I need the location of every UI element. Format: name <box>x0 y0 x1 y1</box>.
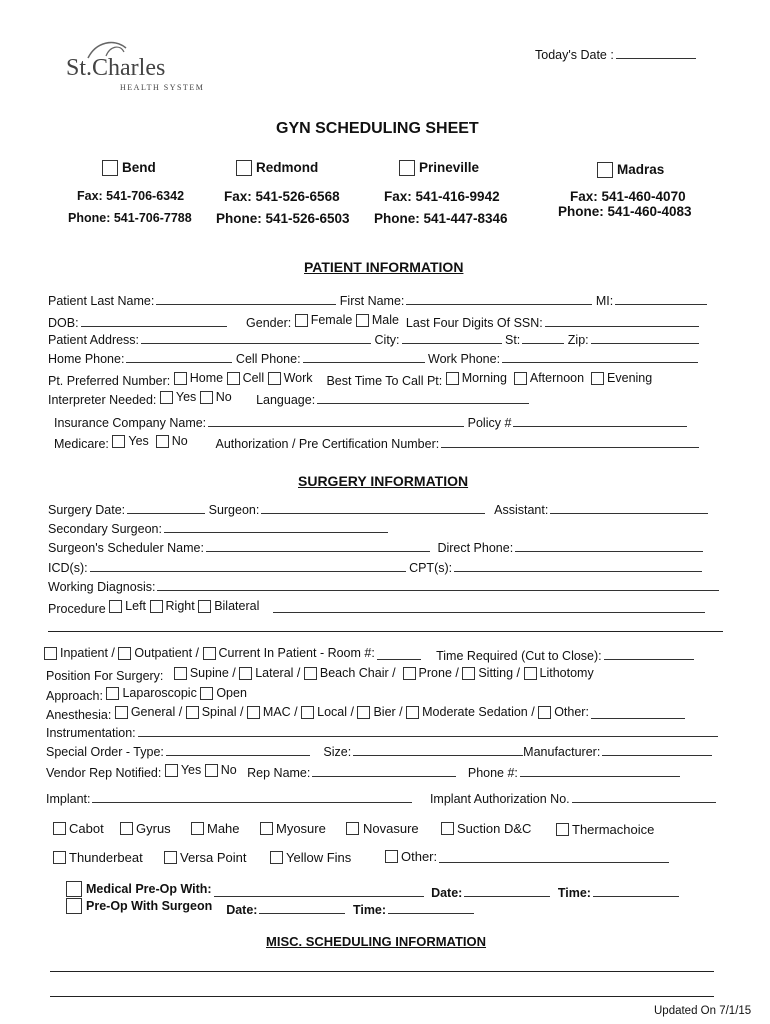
thunderbeat-checkbox[interactable] <box>53 851 66 864</box>
insurance-row: Insurance Company Name: Policy # <box>54 416 687 430</box>
surgeon-field[interactable] <box>261 503 485 514</box>
rep-phone-field[interactable] <box>520 766 680 777</box>
direct-phone-field[interactable] <box>515 541 703 552</box>
device-yellow-fins[interactable]: Yellow Fins <box>270 851 351 866</box>
medicare-row: Medicare: Yes No Authorization / Pre Certification Number: <box>54 435 699 451</box>
inpatient-checkbox[interactable] <box>44 647 57 660</box>
laparoscopic-checkbox[interactable] <box>106 687 119 700</box>
afternoon-checkbox[interactable] <box>514 372 527 385</box>
procedure-line-2[interactable] <box>48 631 723 632</box>
prineville-phone: Phone: 541-447-8346 <box>374 211 508 226</box>
implant-row: Implant: Implant Authorization No. <box>46 792 716 806</box>
assistant-field[interactable] <box>550 503 708 514</box>
device-versa-point[interactable]: Versa Point <box>164 851 247 866</box>
moderate-sedation-checkbox[interactable] <box>406 706 419 719</box>
suction-checkbox[interactable] <box>441 822 454 835</box>
zip-field[interactable] <box>591 333 699 344</box>
supine-checkbox[interactable] <box>174 667 187 680</box>
vendor-yes-checkbox[interactable] <box>165 764 178 777</box>
preop-surgeon-row: Pre-Op With Surgeon Date: Time: <box>66 898 474 917</box>
approach-row: Approach: Laparoscopic Open <box>46 686 247 703</box>
female-checkbox[interactable] <box>295 314 308 327</box>
special-order-field[interactable] <box>166 745 310 756</box>
preop-surgeon-date-field[interactable] <box>259 903 345 914</box>
preop-surgeon-checkbox[interactable] <box>66 898 82 914</box>
prineville-checkbox[interactable] <box>399 160 415 176</box>
redmond-checkbox[interactable] <box>236 160 252 176</box>
language-field[interactable] <box>317 393 529 404</box>
first-name-field[interactable] <box>406 294 592 305</box>
medicare-yes-checkbox[interactable] <box>112 435 125 448</box>
cabot-checkbox[interactable] <box>53 822 66 835</box>
address-row: Patient Address: City: St: Zip: <box>48 333 699 347</box>
size-field[interactable] <box>353 745 523 756</box>
secondary-surgeon-row: Secondary Surgeon: <box>48 522 388 536</box>
spinal-checkbox[interactable] <box>186 706 199 719</box>
vendor-no-checkbox[interactable] <box>205 764 218 777</box>
room-field[interactable] <box>377 649 421 660</box>
thermachoice-checkbox[interactable] <box>556 823 569 836</box>
policy-field[interactable] <box>513 416 687 427</box>
lateral-checkbox[interactable] <box>239 667 252 680</box>
bend-phone: Phone: 541-706-7788 <box>68 211 192 225</box>
secondary-surgeon-field[interactable] <box>164 522 388 533</box>
medicare-no-checkbox[interactable] <box>156 435 169 448</box>
medical-preop-time-field[interactable] <box>593 886 679 897</box>
procedure-field[interactable] <box>273 602 705 613</box>
icd-field[interactable] <box>90 561 406 572</box>
bilateral-checkbox[interactable] <box>198 600 211 613</box>
medical-preop-row: Medical Pre-Op With: Date: Time: <box>66 881 679 900</box>
scheduler-field[interactable] <box>206 541 430 552</box>
time-required-field[interactable] <box>604 649 694 660</box>
medical-preop-checkbox[interactable] <box>66 881 82 897</box>
redmond-fax: Fax: 541-526-6568 <box>224 189 340 204</box>
device-myosure[interactable]: Myosure <box>260 822 326 837</box>
device-other-field[interactable] <box>439 852 669 863</box>
medical-preop-date-field[interactable] <box>464 886 550 897</box>
device-novasure[interactable]: Novasure <box>346 822 419 837</box>
device-suction[interactable]: Suction D&C <box>441 822 531 837</box>
last-name-field[interactable] <box>156 294 336 305</box>
device-gyrus[interactable]: Gyrus <box>120 822 171 837</box>
lithotomy-checkbox[interactable] <box>524 667 537 680</box>
general-checkbox[interactable] <box>115 706 128 719</box>
versa-point-checkbox[interactable] <box>164 851 177 864</box>
pref-home-checkbox[interactable] <box>174 372 187 385</box>
novasure-checkbox[interactable] <box>346 822 359 835</box>
special-order-row: Special Order - Type: Size: Manufacturer: <box>46 745 712 759</box>
outpatient-checkbox[interactable] <box>118 647 131 660</box>
location-madras[interactable]: Madras <box>597 162 664 181</box>
updated-note: Updated On 7/1/15 <box>654 1005 752 1017</box>
home-phone-field[interactable] <box>126 352 232 363</box>
left-checkbox[interactable] <box>109 600 122 613</box>
patient-name-row: Patient Last Name: First Name: MI: <box>48 294 707 308</box>
gyrus-checkbox[interactable] <box>120 822 133 835</box>
location-redmond[interactable]: Redmond <box>236 160 318 179</box>
implant-auth-field[interactable] <box>572 792 716 803</box>
todays-date: Today's Date : <box>535 48 696 62</box>
todays-date-field[interactable] <box>616 48 696 59</box>
instrumentation-row: Instrumentation: <box>46 726 718 740</box>
surgery-date-field[interactable] <box>127 503 205 514</box>
bend-checkbox[interactable] <box>102 160 118 176</box>
diagnosis-field[interactable] <box>157 580 719 591</box>
interpreter-yes-checkbox[interactable] <box>160 391 173 404</box>
evening-checkbox[interactable] <box>591 372 604 385</box>
scheduler-row: Surgeon's Scheduler Name: Direct Phone: <box>48 541 703 555</box>
misc-heading: MISC. SCHEDULING INFORMATION <box>266 934 487 949</box>
redmond-phone: Phone: 541-526-6503 <box>216 211 350 226</box>
misc-line-1[interactable] <box>50 971 714 972</box>
device-cabot[interactable]: Cabot <box>53 822 104 837</box>
madras-phone: Phone: 541-460-4083 <box>558 204 692 219</box>
right-checkbox[interactable] <box>150 600 163 613</box>
position-row: Position For Surgery: Supine / Lateral / Beach Chair / Prone / Sitting / Lithotomy <box>46 666 594 683</box>
address-field[interactable] <box>141 333 371 344</box>
male-checkbox[interactable] <box>356 314 369 327</box>
instrumentation-field[interactable] <box>138 726 718 737</box>
location-bend[interactable]: Bend <box>102 160 156 179</box>
work-phone-field[interactable] <box>502 352 698 363</box>
logo-subtext: HEALTH SYSTEM <box>120 83 205 92</box>
authorization-field[interactable] <box>441 437 699 448</box>
preop-surgeon-time-field[interactable] <box>388 903 474 914</box>
patient-info-heading: PATIENT INFORMATION <box>304 259 464 275</box>
device-mahe[interactable]: Mahe <box>191 822 240 837</box>
device-thermachoice[interactable]: Thermachoice <box>556 823 654 838</box>
misc-line-2[interactable] <box>50 996 714 997</box>
location-prineville[interactable]: Prineville <box>399 160 479 179</box>
bend-fax: Fax: 541-706-6342 <box>77 189 185 203</box>
madras-fax: Fax: 541-460-4070 <box>570 189 686 204</box>
page-title: GYN SCHEDULING SHEET <box>276 120 479 137</box>
mahe-checkbox[interactable] <box>191 822 204 835</box>
manufacturer-field[interactable] <box>602 745 712 756</box>
prone-checkbox[interactable] <box>403 667 416 680</box>
rep-name-field[interactable] <box>312 766 456 777</box>
cpt-field[interactable] <box>454 561 702 572</box>
interpreter-no-checkbox[interactable] <box>200 391 213 404</box>
phones-row: Home Phone: Cell Phone: Work Phone: <box>48 352 698 366</box>
mi-field[interactable] <box>615 294 707 305</box>
morning-checkbox[interactable] <box>446 372 459 385</box>
codes-row: ICD(s): CPT(s): <box>48 561 702 575</box>
insurance-field[interactable] <box>208 416 464 427</box>
current-patient-checkbox[interactable] <box>203 647 216 660</box>
pref-work-checkbox[interactable] <box>268 372 281 385</box>
yellow-fins-checkbox[interactable] <box>270 851 283 864</box>
logo-text: St.Charles <box>66 55 166 81</box>
surgery-info-heading: SURGERY INFORMATION <box>298 473 469 489</box>
diagnosis-row: Working Diagnosis: <box>48 580 719 594</box>
mac-checkbox[interactable] <box>247 706 260 719</box>
implant-field[interactable] <box>92 792 412 803</box>
local-checkbox[interactable] <box>301 706 314 719</box>
beach-chair-checkbox[interactable] <box>304 667 317 680</box>
ssn-field[interactable] <box>545 316 699 327</box>
medical-preop-field[interactable] <box>214 886 424 897</box>
dob-field[interactable] <box>81 316 227 327</box>
dob-row: DOB: Gender: Female Male Last Four Digits Of SSN: <box>48 314 699 330</box>
preferred-row: Pt. Preferred Number: Home Cell Work Best Time To Call Pt: Morning Afternoon Evening <box>48 371 653 388</box>
anesthesia-row: Anesthesia: General / Spinal / MAC / Local / Bier / Moderate Sedation / Other: <box>46 706 685 722</box>
vendor-rep-row: Vendor Rep Notified: Yes No Rep Name: Phone #: <box>46 764 680 780</box>
device-thunderbeat[interactable]: Thunderbeat <box>53 851 143 866</box>
city-field[interactable] <box>402 333 502 344</box>
patient-type-row: Inpatient / Outpatient / Current In Patient - Room #: Time Required (Cut to Close): <box>44 647 694 663</box>
interpreter-row: Interpreter Needed: Yes No Language: <box>48 391 529 407</box>
open-checkbox[interactable] <box>200 687 213 700</box>
cell-phone-field[interactable] <box>303 352 425 363</box>
sitting-checkbox[interactable] <box>462 667 475 680</box>
prineville-fax: Fax: 541-416-9942 <box>384 189 500 204</box>
surgery-date-row: Surgery Date: Surgeon: Assistant: <box>48 503 708 517</box>
state-field[interactable] <box>522 333 564 344</box>
anesthesia-other-field[interactable] <box>591 708 685 719</box>
myosure-checkbox[interactable] <box>260 822 273 835</box>
anesthesia-other-checkbox[interactable] <box>538 706 551 719</box>
device-other: Other: <box>385 850 669 865</box>
madras-checkbox[interactable] <box>597 162 613 178</box>
pref-cell-checkbox[interactable] <box>227 372 240 385</box>
bier-checkbox[interactable] <box>357 706 370 719</box>
procedure-row: Procedure Left Right Bilateral <box>48 600 705 616</box>
device-other-checkbox[interactable] <box>385 850 398 863</box>
